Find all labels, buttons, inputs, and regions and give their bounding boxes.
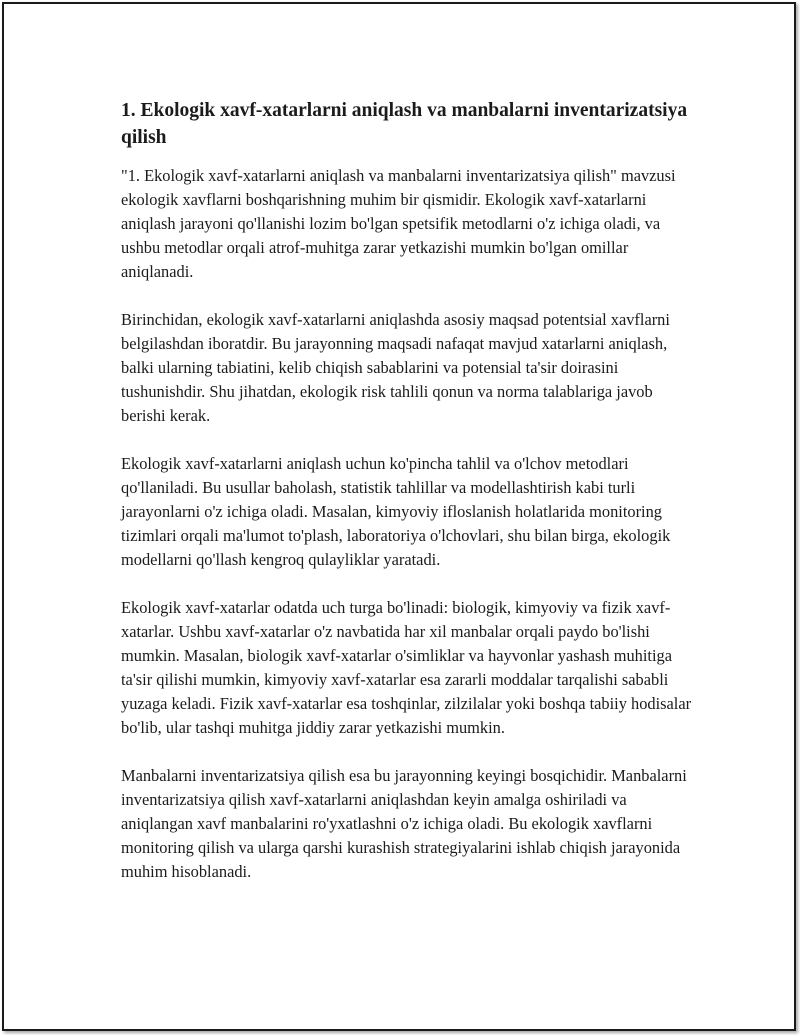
document-page	[2, 2, 796, 1031]
paragraph: "1. Ekologik xavf-xatarlarni aniqlash va manbalarni inventarizatsiya qilish" mavzusi ekologik xavflarni boshqarishning muhim bir qismidir. Ekologik xavf-xatarlarni aniqlash jarayoni qo'llanishi lozim bo'lgan spetsifik metodlarni o'z ichiga oladi, va ushbu metodlar orqali atrof-muhitga zarar yetkazishi mumkin bo'lgan omillar aniqlanadi.	[121, 166, 676, 281]
paragraph: Manbalarni inventarizatsiya qilish esa bu jarayonning keyingi bosqichidir. Manbalarni inventarizatsiya qilish xavf-xatarlarni aniqlashdan keyin amalga oshiriladi va aniqlangan xavf manbalarini ro'yxatlashni o'z ichiga oladi. Bu ekologik xavflarni monitoring qilish va ularga qarshi kurashish strategiyalarini ishlab chiqish jarayonida muhim hisoblanadi.	[121, 766, 687, 881]
paragraph: Ekologik xavf-xatarlar odatda uch turga bo'linadi: biologik, kimyoviy va fizik xavf-xatarlar. Ushbu xavf-xatarlar o'z navbatida har xil manbalar orqali paydo bo'lishi mumkin. Masalan, biologik xavf-xatarlar o'simliklar va hayvonlar yashash muhitiga ta'sir qilishi mumkin, kimyoviy xavf-xatarlar esa zararli moddalar tarqalishi sababli yuzaga keladi. Fizik xavf-xatarlar esa toshqinlar, zilzilalar yoki boshqa tabiiy hodisalar bo'lib, ular tashqi muhitga jiddiy zarar yetkazishi mumkin.	[121, 598, 692, 737]
document-body	[121, 97, 696, 908]
paragraph: Birinchidan, ekologik xavf-xatarlarni aniqlashda asosiy maqsad potentsial xavflarni belgilashdan iboratdir. Bu jarayonning maqsadi nafaqat mavjud xatarlarni aniqlash, balki ularning tabiatini, kelib chiqish sabablarini va potensial ta'sir doirasini tushunishdir. Shu jihatdan, ekologik risk tahlili qonun va norma talablariga javob berishi kerak.	[121, 310, 670, 425]
document-title: 1. Ekologik xavf-xatarlarni aniqlash va manbalarni inventarizatsiya qilish	[121, 100, 688, 148]
paragraph: Ekologik xavf-xatarlarni aniqlash uchun ko'pincha tahlil va o'lchov metodlari qo'llaniladi. Bu usullar baholash, statistik tahlillar va modellashtirish kabi turli jarayonlarni o'z ichiga oladi. Masalan, kimyoviy ifloslanish holatlarida monitoring tizimlari orqali ma'lumot to'plash, laboratoriya o'lchovlari, shu bilan birga, ekologik modellarni qo'llash kengroq qulayliklar yaratadi.	[121, 454, 671, 569]
